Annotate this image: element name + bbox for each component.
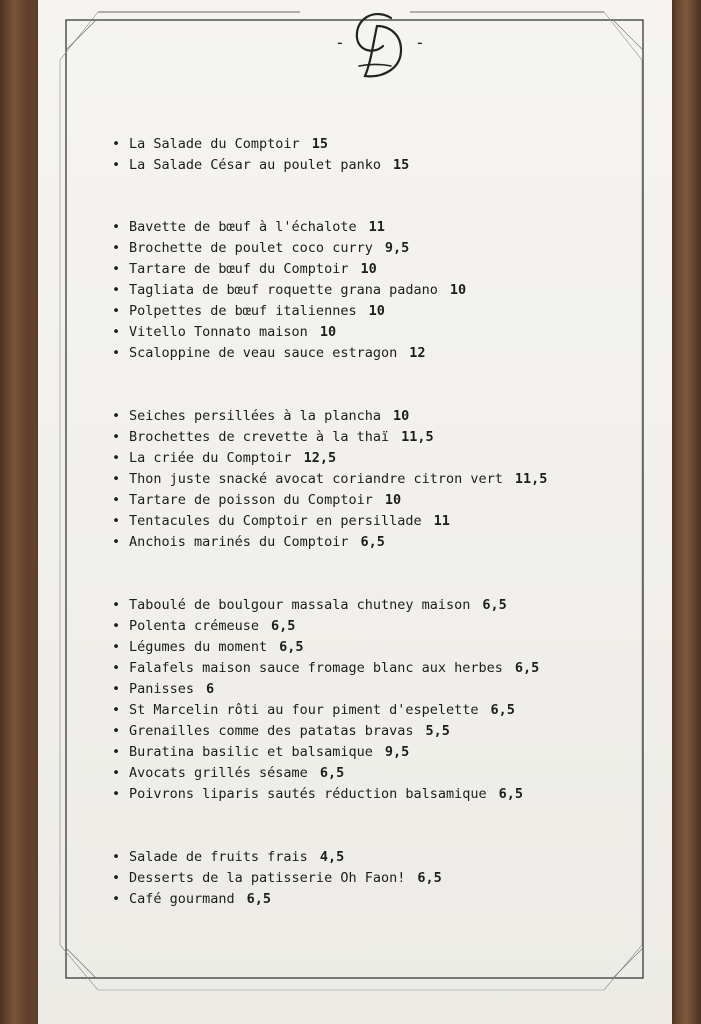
item-name: Brochettes de crevette à la thaï	[129, 429, 390, 445]
item-price: 10	[392, 408, 410, 424]
wood-table-right	[671, 0, 701, 1024]
item-price: 5,5	[425, 723, 450, 739]
corner-bl	[66, 948, 96, 978]
menu-item	[112, 658, 547, 679]
item-price: 10	[368, 303, 385, 319]
item-price: 15	[311, 136, 328, 152]
menu-item	[112, 490, 547, 511]
item-price: 11	[433, 513, 450, 529]
item-price: 4,5	[319, 849, 345, 865]
item-name: Légumes du moment	[129, 639, 268, 655]
menu-item	[112, 155, 547, 176]
section-spacer	[112, 805, 547, 847]
corner-tr	[613, 20, 643, 50]
bullet-icon: •	[112, 618, 121, 634]
bullet-icon: •	[112, 303, 121, 319]
bullet-icon: •	[112, 471, 121, 487]
bullet-icon: •	[112, 513, 121, 529]
item-price: 6,5	[279, 639, 304, 655]
menu-item	[112, 889, 547, 910]
menu-item	[112, 679, 547, 700]
item-price: 10	[319, 324, 337, 340]
menu-item	[112, 742, 547, 763]
item-name: Tartare de bœuf du Comptoir	[129, 261, 349, 277]
bullet-icon: •	[112, 157, 121, 173]
item-name: Grenailles comme des patatas bravas	[129, 723, 414, 739]
item-name: Tartare de poisson du Comptoir	[129, 492, 373, 508]
menu-list	[112, 134, 547, 910]
bullet-icon: •	[112, 660, 121, 676]
bullet-icon: •	[112, 345, 121, 361]
item-name: Seiches persillées à la plancha	[129, 408, 381, 424]
bullet-icon: •	[112, 744, 121, 760]
menu-item	[112, 616, 547, 637]
menu-item	[112, 134, 547, 155]
item-name: Bavette de bœuf à l'échalote	[129, 219, 357, 235]
bullet-icon: •	[112, 408, 121, 424]
item-name: Polenta crémeuse	[129, 618, 260, 634]
bullet-icon: •	[112, 324, 121, 340]
bullet-icon: •	[112, 450, 121, 466]
menu-section-meat	[112, 217, 547, 364]
item-price: 6	[206, 681, 215, 697]
logo-dash-left: -	[335, 33, 345, 52]
monogram-logo-icon	[329, 4, 429, 84]
menu-item	[112, 301, 547, 322]
bullet-icon: •	[112, 870, 121, 886]
item-name: Brochette de poulet coco curry	[129, 240, 373, 256]
section-spacer	[112, 364, 547, 406]
item-price: 15	[392, 157, 410, 173]
item-name: Falafels maison sauce fromage blanc aux herbes	[129, 660, 503, 676]
item-price: 11,5	[514, 471, 548, 487]
menu-item	[112, 469, 547, 490]
item-price: 6,5	[490, 702, 515, 718]
menu-item	[112, 511, 547, 532]
item-price: 6,5	[271, 618, 296, 634]
item-name: La criée du Comptoir	[129, 450, 292, 466]
menu-section-sides	[112, 595, 547, 805]
item-name: Avocats grillés sésame	[129, 765, 308, 781]
item-price: 10	[360, 261, 377, 277]
item-price: 6,5	[360, 534, 385, 550]
item-price: 9,5	[384, 240, 410, 256]
menu-item	[112, 238, 547, 259]
bullet-icon: •	[112, 597, 121, 613]
menu-item	[112, 322, 547, 343]
item-price: 6,5	[319, 765, 345, 781]
menu-section-desserts	[112, 847, 547, 910]
item-name: Buratina basilic et balsamique	[129, 744, 373, 760]
menu-item	[112, 721, 547, 742]
bullet-icon: •	[112, 282, 121, 298]
corner-br	[613, 948, 643, 978]
item-name: St Marcelin rôti au four piment d'espelette	[129, 702, 479, 718]
item-price: 11	[368, 219, 385, 235]
menu-section-seafood	[112, 406, 547, 553]
item-name: Poivrons liparis sautés réduction balsamique	[129, 786, 487, 802]
item-name: Taboulé de boulgour massala chutney maison	[129, 597, 471, 613]
item-name: Polpettes de bœuf italiennes	[129, 303, 357, 319]
bullet-icon: •	[112, 765, 121, 781]
item-price: 6,5	[498, 786, 524, 802]
item-price: 10	[449, 282, 467, 298]
wood-table-left	[0, 0, 40, 1024]
bullet-icon: •	[112, 261, 121, 277]
bullet-icon: •	[112, 534, 121, 550]
item-name: Salade de fruits frais	[129, 849, 308, 865]
item-price: 9,5	[384, 744, 410, 760]
corner-tl	[66, 20, 96, 50]
menu-item	[112, 406, 547, 427]
item-price: 6,5	[514, 660, 540, 676]
item-price: 6,5	[246, 891, 272, 907]
item-name: La Salade du Comptoir	[129, 136, 300, 152]
item-name: Café gourmand	[129, 891, 235, 907]
item-name: La Salade César au poulet panko	[129, 157, 381, 173]
menu-item	[112, 784, 547, 805]
bullet-icon: •	[112, 136, 121, 152]
bullet-icon: •	[112, 492, 121, 508]
item-price: 10	[384, 492, 402, 508]
item-name: Tagliata de bœuf roquette grana padano	[129, 282, 438, 298]
menu-item	[112, 427, 547, 448]
logo-dash-right: -	[415, 33, 425, 52]
item-name: Tentacules du Comptoir en persillade	[129, 513, 422, 529]
item-name: Anchois marinés du Comptoir	[129, 534, 349, 550]
menu-item	[112, 868, 547, 889]
menu-item	[112, 595, 547, 616]
item-price: 11,5	[401, 429, 434, 445]
item-price: 12	[409, 345, 426, 361]
menu-item	[112, 847, 547, 868]
menu-item	[112, 532, 547, 553]
bullet-icon: •	[112, 639, 121, 655]
bullet-icon: •	[112, 723, 121, 739]
section-spacer	[112, 553, 547, 595]
item-name: Panisses	[129, 681, 195, 697]
menu-item	[112, 259, 547, 280]
menu-item	[112, 448, 547, 469]
bullet-icon: •	[112, 702, 121, 718]
item-price: 6,5	[482, 597, 507, 613]
menu-item	[112, 637, 547, 658]
item-name: Vitello Tonnato maison	[129, 324, 308, 340]
menu-section-salads	[112, 134, 547, 176]
menu-item	[112, 343, 547, 364]
item-name: Scaloppine de veau sauce estragon	[129, 345, 398, 361]
item-name: Desserts de la patisserie Oh Faon!	[129, 870, 406, 886]
bullet-icon: •	[112, 681, 121, 697]
bullet-icon: •	[112, 240, 121, 256]
menu-item	[112, 700, 547, 721]
menu-item	[112, 763, 547, 784]
bullet-icon: •	[112, 429, 121, 445]
item-name: Thon juste snacké avocat coriandre citron vert	[129, 471, 503, 487]
bullet-icon: •	[112, 786, 121, 802]
bullet-icon: •	[112, 219, 121, 235]
item-price: 6,5	[417, 870, 442, 886]
menu-item	[112, 280, 547, 301]
item-price: 12,5	[303, 450, 337, 466]
bullet-icon: •	[112, 891, 121, 907]
menu-item	[112, 217, 547, 238]
bullet-icon: •	[112, 849, 121, 865]
section-spacer	[112, 176, 547, 217]
